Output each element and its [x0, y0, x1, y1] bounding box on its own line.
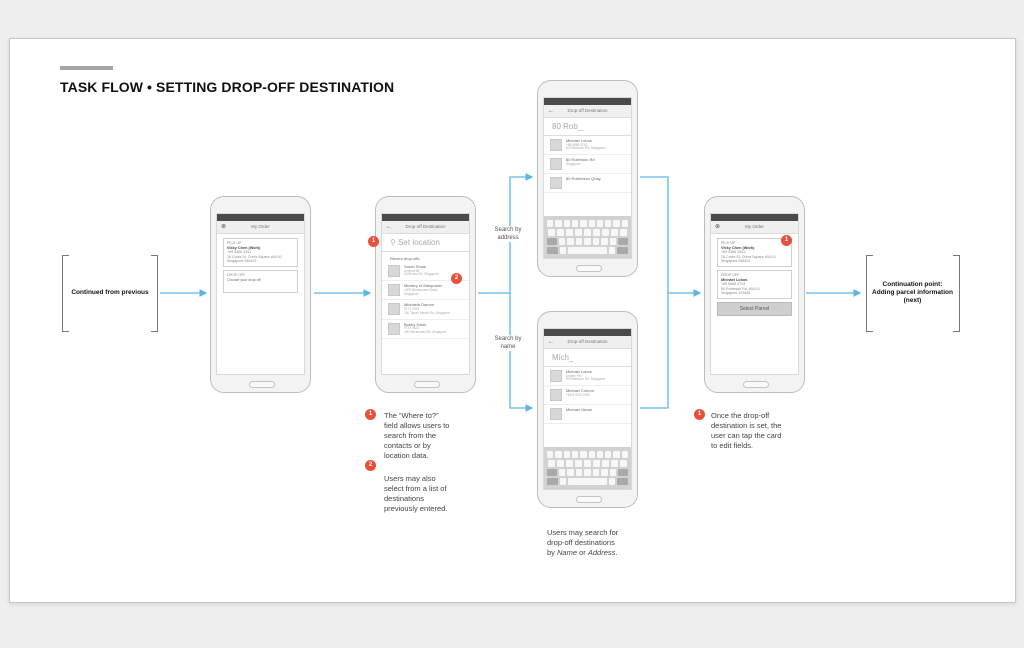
list-item[interactable] [382, 281, 469, 300]
dropoff-card[interactable] [223, 270, 298, 293]
phone-my-order [210, 196, 311, 393]
app-bar-title: Drop-off Destination [405, 224, 446, 229]
pickup-line3: Singapore 048423 [721, 259, 751, 264]
list-item-name: Michael Lobos [566, 138, 592, 143]
list-item[interactable] [544, 367, 631, 386]
home-button[interactable] [576, 265, 602, 272]
close-circle-icon[interactable]: ⊗ [715, 224, 721, 230]
note-line: to edit fields. [711, 441, 754, 450]
list-item-name: Michaela Damon [404, 302, 435, 308]
dropoff-card[interactable] [717, 270, 792, 299]
back-arrow-icon[interactable]: ← [386, 224, 392, 230]
set-location-placeholder: Set location [398, 238, 440, 247]
app-bar-title: Drop-off Destination [567, 108, 608, 113]
note-line: destinations [384, 494, 425, 503]
dropoff-line2: 80 Robinson Rd, #04-01 [721, 286, 760, 291]
dropoff-label: DROP OFF [721, 272, 740, 277]
note-line: Users may search for [547, 528, 619, 537]
list-item-name: Michael Vance [566, 407, 592, 413]
pickup-label: PICK UP [721, 241, 736, 245]
name-search-input[interactable]: Mich_ [544, 349, 631, 367]
phone-search-address-screen [543, 97, 632, 259]
edge-label-search-by-address [486, 226, 530, 242]
edge-label-search-by-name [486, 335, 530, 351]
edge-label-address-line2: address [497, 235, 519, 241]
list-item-line2: 100 Tanah Merah Rd, Singapore [404, 310, 451, 315]
pickup-line2: 16 Cross St, China Square #04-01 [227, 254, 282, 259]
avatar [550, 139, 562, 151]
list-item-line2: 80 Robinson Rd, Singapore [566, 377, 606, 382]
phone-order-confirmed [704, 196, 805, 393]
dropoff-label: DROP OFF [227, 272, 246, 277]
location-pin-icon: ⚲ [390, 238, 396, 247]
home-button[interactable] [414, 381, 440, 388]
select-parcel-button[interactable]: Select Parcel [717, 302, 792, 316]
note-line: field allows users to [384, 421, 450, 430]
note-line: search from the [384, 431, 437, 440]
note-badge-1: 1 [365, 409, 376, 420]
status-bar [382, 214, 469, 221]
app-bar [544, 336, 631, 349]
note-badge-2: 2 [365, 460, 376, 471]
note-where-to [384, 411, 479, 461]
list-item-line2: 190 Meranatan Rd, Singapore [404, 329, 447, 334]
note-edit-card [711, 411, 811, 451]
list-item-line1: +65 8 3379 2008 [566, 392, 591, 397]
avatar [388, 265, 400, 277]
end-node-line2: Adding parcel information [872, 289, 953, 296]
end-node-label [866, 281, 959, 305]
list-item[interactable] [382, 300, 469, 319]
list-item-line1: Uniteln Pte [566, 373, 582, 378]
list-item-name: Ministry of Manpower [404, 283, 443, 289]
list-item-name: 80 Robertson Quay [566, 176, 601, 182]
phone-search-address [537, 80, 638, 277]
note-line: previously entered. [384, 504, 448, 513]
phone-my-order-screen [216, 213, 305, 375]
phone-search-name [537, 311, 638, 508]
on-screen-keyboard[interactable] [544, 447, 631, 489]
pickup-card[interactable] [223, 238, 298, 267]
set-location-field[interactable] [382, 234, 469, 252]
address-search-input[interactable]: 80 Rob_ [544, 118, 631, 136]
arrow-from-address-search [640, 177, 668, 408]
end-node-line3: (next) [903, 297, 922, 304]
on-screen-keyboard[interactable] [544, 216, 631, 258]
note-emphasis-name: Name [557, 548, 578, 557]
status-bar [217, 214, 304, 221]
pickup-line1: +65 9366 3341 [227, 250, 252, 255]
note-line: The “Where to?” [384, 411, 439, 420]
note-line: user can tap the card [711, 431, 782, 440]
close-circle-icon[interactable]: ⊗ [221, 224, 227, 230]
app-bar-title: My Order [745, 224, 764, 229]
note-line: by Name or Address. [547, 548, 618, 557]
dropoff-line1: +65 6688 4703 [721, 282, 746, 287]
building-icon [550, 177, 562, 189]
home-button[interactable] [743, 381, 769, 388]
list-item-line2: 16 Brown Rd, Singapore [404, 272, 439, 277]
annotation-badge-1: 1 [368, 236, 379, 247]
list-item[interactable] [544, 136, 631, 155]
list-item-name: Michael Connor [566, 388, 595, 394]
back-arrow-icon[interactable]: ← [548, 339, 554, 345]
avatar [388, 303, 400, 315]
app-bar-title: My Order [251, 224, 270, 229]
building-icon [550, 158, 562, 170]
list-item-line1: 9773 4623 [404, 326, 420, 331]
note-emphasis-address: Address [587, 548, 616, 557]
home-button[interactable] [249, 381, 275, 388]
list-item[interactable] [544, 386, 631, 405]
status-bar [544, 98, 631, 105]
list-item[interactable] [544, 155, 631, 174]
note-line: Users may also [384, 474, 436, 483]
end-node-line1: Continuation point: [882, 281, 943, 288]
annotation-badge-1: 1 [781, 235, 792, 246]
edge-label-address-line1: Search by [494, 227, 522, 233]
back-arrow-icon[interactable]: ← [548, 108, 554, 114]
app-bar [544, 105, 631, 118]
edge-label-name-line1: Search by [494, 336, 522, 342]
note-line: select from a list of [384, 484, 447, 493]
note-search-methods [547, 528, 647, 558]
note-line: drop-off destinations [547, 538, 615, 547]
list-item-line2: 80 Robinson Rd, Singapore [566, 146, 606, 151]
dropoff-name: Michael Lobos [721, 277, 748, 282]
note-badge-1: 1 [694, 409, 705, 420]
note-line: contacts or by [384, 441, 431, 450]
pickup-line3: Singapore 048423 [227, 259, 257, 264]
note-line: destination is set, the [711, 421, 782, 430]
avatar [550, 389, 562, 401]
list-item-line1: 9771 4251 [404, 306, 420, 311]
avatar [388, 284, 400, 296]
list-item-name: Sarah Shum [404, 264, 427, 269]
note-line: Once the drop-off [711, 411, 770, 420]
app-bar [711, 221, 798, 234]
phone-search-name-screen [543, 328, 632, 490]
app-bar [382, 221, 469, 234]
list-item-name: 80 Robinson Rd [566, 157, 595, 163]
list-item[interactable] [544, 174, 631, 193]
phone-dropoff-destination [375, 196, 476, 393]
dropoff-placeholder: Choose your drop off [227, 277, 261, 282]
recent-dropoffs-heading: Recent drop-offs [390, 256, 420, 261]
home-button[interactable] [576, 496, 602, 503]
note-recent-list [384, 474, 479, 514]
list-item-name: Michael Lobos [566, 369, 592, 374]
list-item-line1: 1500 Bendemeer Road [404, 287, 437, 292]
pickup-line1: +65 9366 3341 [721, 250, 746, 255]
pickup-name: Vicky Chen (Work) [721, 245, 755, 250]
list-item[interactable] [544, 405, 631, 424]
note-line: location data. [384, 451, 429, 460]
list-item-name: Bobby Kwok [404, 321, 427, 327]
pickup-name: Vicky Chen (Work) [227, 245, 261, 250]
pickup-line2: 16 Cross St, China Square #04-01 [721, 254, 776, 259]
list-item-line1: +65 6688 4703 [566, 142, 588, 147]
avatar [388, 323, 400, 335]
phone-dropoff-destination-screen [381, 213, 470, 375]
list-item-line2: Singapore [404, 291, 419, 296]
list-item[interactable] [382, 320, 469, 339]
diagram-title: TASK FLOW • SETTING DROP-OFF DESTINATION [60, 79, 395, 95]
edge-label-name-line2: name [500, 344, 516, 350]
avatar [550, 370, 562, 382]
dropoff-line3: Singapore 123456 [721, 291, 751, 296]
list-item-line1: Unilever55 [404, 268, 420, 273]
status-bar [711, 214, 798, 221]
pickup-label: PICK UP [227, 241, 242, 245]
status-bar [544, 329, 631, 336]
annotation-badge-2: 2 [451, 273, 462, 284]
start-node-label: Continued from previous [71, 289, 149, 296]
app-bar [217, 221, 304, 234]
list-item-line1: Singapore [566, 161, 581, 166]
avatar [550, 408, 562, 420]
app-bar-title: Drop-off Destination [567, 339, 608, 344]
